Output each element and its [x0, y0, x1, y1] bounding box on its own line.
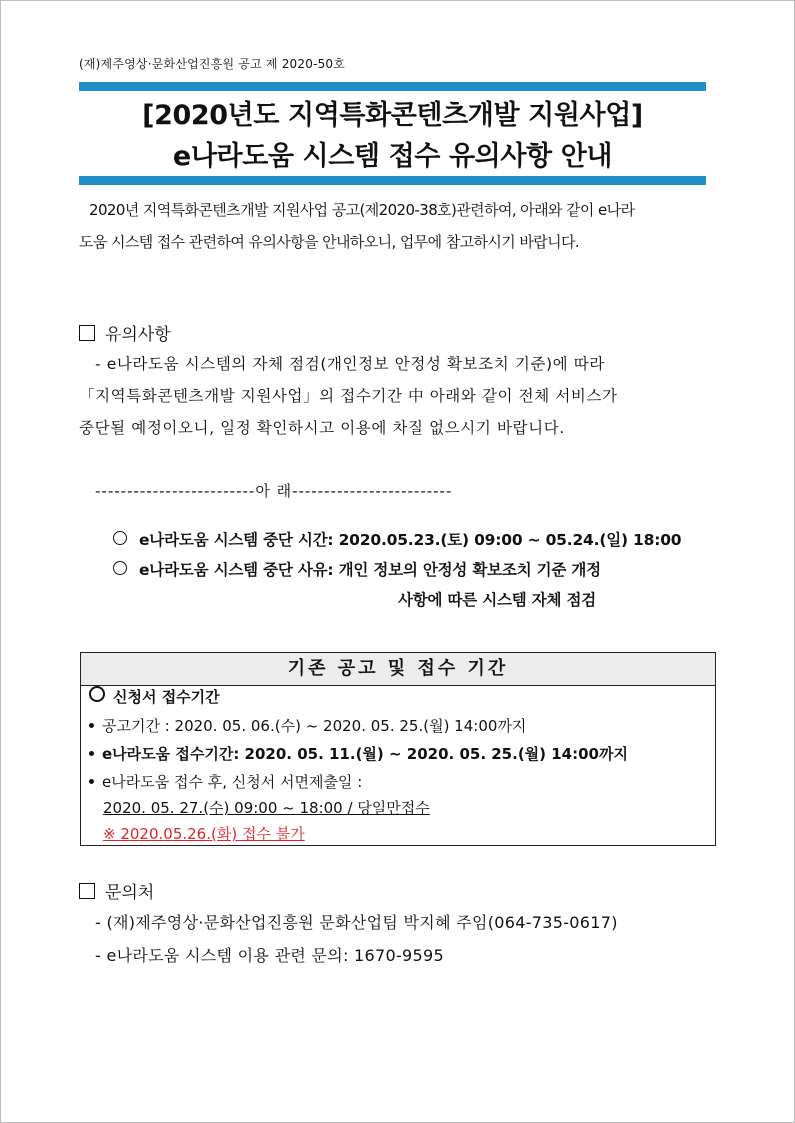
square-bullet-icon: [79, 883, 95, 899]
stop-reason-text: e나라도움 시스템 중단 사유: 개인 정보의 안정성 확보조치 기준 개정: [139, 561, 601, 579]
enara-period: [89, 743, 628, 764]
schedule-box-title: 기존 공고 및 접수 기간: [81, 653, 715, 686]
stop-time-text: e나라도움 시스템 중단 시간: 2020.05.23.(토) 09:00 ~ 05.24.(일) 18:00: [139, 531, 682, 549]
intro-paragraph: [79, 194, 719, 258]
notes-line-1: - e나라도움 시스템의 자체 점검(개인정보 안정성 확보조치 기준)에 따라: [95, 355, 605, 373]
title-bar-top: [79, 82, 706, 91]
dot-bullet-icon: [89, 751, 94, 756]
notes-heading-text: 유의사항: [105, 325, 171, 345]
notice-number: (재)제주영상·문화산업진흥원 공고 제 2020-50호: [79, 57, 346, 71]
circle-bullet-icon: [113, 531, 127, 545]
stop-time-item: [113, 528, 681, 550]
notes-line-3: 중단될 예정이오니, 일정 확인하시고 이용에 차질 없으시기 바랍니다.: [79, 419, 565, 437]
no-receipt-warning: ※ 2020.05.26.(화) 접수 불가: [103, 825, 305, 843]
schedule-subheading-text: 신청서 접수기간: [113, 688, 220, 706]
stop-reason-continuation: 사항에 따른 시스템 자체 점검: [398, 591, 597, 609]
contact-line-1: - (재)제주영상·문화산업진흥원 문화산업팀 박지혜 주임(064-735-0617): [95, 913, 618, 932]
below-divider: -------------------------아 래-------------------------: [95, 482, 453, 500]
notes-line-2: 「지역특화콘텐츠개발 지원사업」의 접수기간 中 아래와 같이 전체 서비스가: [79, 387, 618, 405]
circle-bullet-icon: [89, 686, 105, 702]
intro-line-2: 도움 시스템 접수 관련하여 유의사항을 안내하오니, 업무에 참고하시기 바랍니다.: [79, 233, 580, 251]
paper-submission-text: e나라도움 접수 후, 신청서 서면제출일 :: [102, 773, 363, 791]
contact-heading-text: 문의처: [105, 883, 155, 903]
announce-period: [89, 715, 526, 736]
dot-bullet-icon: [89, 723, 94, 728]
schedule-box: [80, 652, 716, 846]
enara-period-text: e나라도움 접수기간: 2020. 05. 11.(월) ~ 2020. 05. 25.(월) 14:00까지: [102, 745, 628, 763]
notes-paragraph: [79, 348, 719, 444]
paper-submission-date: 2020. 05. 27.(수) 09:00 ~ 18:00 / 당일만접수: [103, 799, 430, 817]
announce-period-text: 공고기간 : 2020. 05. 06.(수) ~ 2020. 05. 25.(월) 14:00까지: [102, 717, 527, 735]
contact-heading: [79, 878, 154, 903]
title-line-2: e나라도움 시스템 접수 유의사항 안내: [172, 141, 613, 172]
title-bar-bottom: [79, 176, 706, 185]
circle-bullet-icon: [113, 561, 127, 575]
stop-reason-item: [113, 558, 601, 580]
paper-submission: [89, 771, 362, 792]
title-line-1: [2020년도 지역특화콘텐츠개발 지원사업]: [142, 100, 643, 131]
intro-line-1: 2020년 지역특화콘텐츠개발 지원사업 공고(제2020-38호)관련하여, 아래와 같이 e나라: [89, 201, 635, 219]
notes-heading: [79, 320, 171, 345]
dot-bullet-icon: [89, 779, 94, 784]
contact-line-2: - e나라도움 시스템 이용 관련 문의: 1670-9595: [95, 946, 444, 965]
square-bullet-icon: [79, 325, 95, 341]
schedule-subheading: [89, 686, 220, 707]
